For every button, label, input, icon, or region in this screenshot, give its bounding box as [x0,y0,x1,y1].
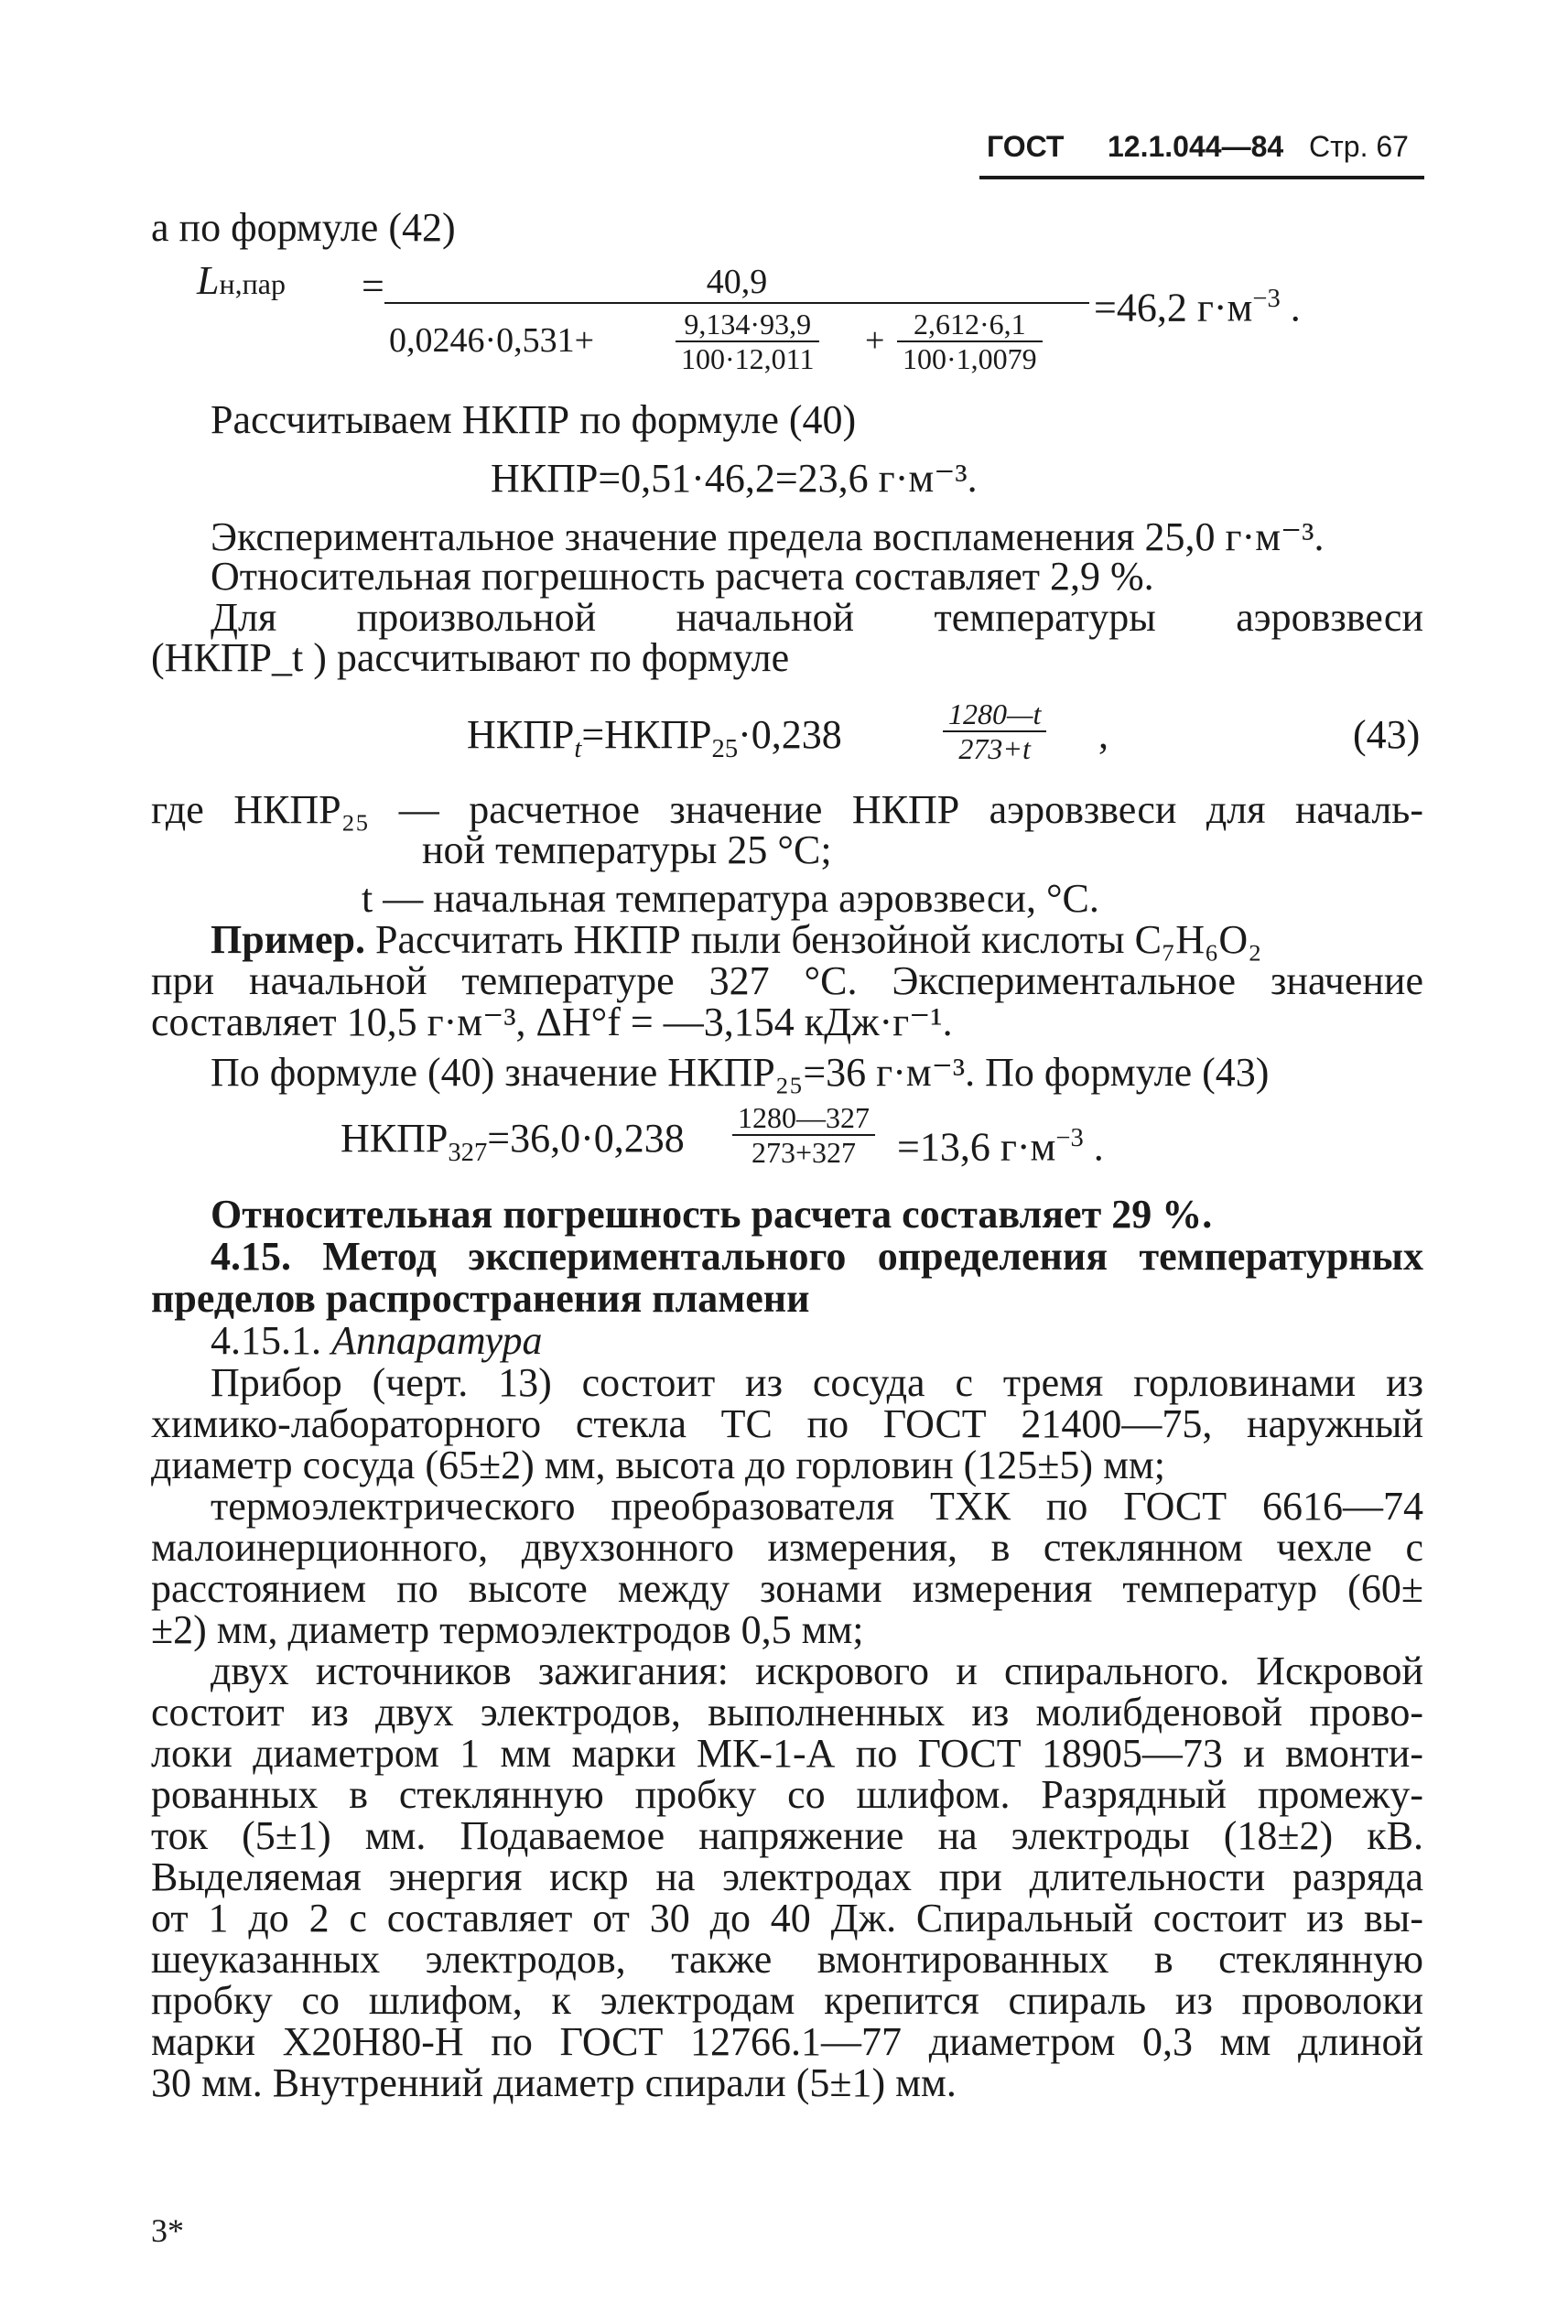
body-line: двух источников зажигания: искрового и спирального. Искровой [211,1648,1423,1693]
header-gost: ГОСТ [987,130,1065,163]
body-line: расстоянием по высоте между зонами измерения температур (60± [151,1566,1423,1611]
formula-l-lhs-sub: н,пар [219,267,286,300]
relative-error-2: Относительная погрешность расчета составляет 29 %. [211,1192,1213,1237]
formula-l-numerator: 40,9 [706,263,768,301]
calc-by-formula-40: Рассчитываем НКПР по формуле (40) [211,397,857,442]
formula-327-lhs-sub: 327 [448,1138,488,1167]
formula-l-subfrac-1-den: 100·12,011 [681,342,815,375]
subsection-number: 4.15.1. [211,1318,321,1363]
relative-error-1: Относительная погрешность расчета составляет 2,9 %. [211,554,1154,599]
formula-43-fraction [943,697,1046,765]
formula-l-subfrac-2-num: 2,612·6,1 [897,308,1043,342]
formula-l-lhs: L [197,258,220,303]
formula-327-coef: =36,0·0,238 [487,1116,685,1161]
where-nkpr25-line1: где НКПР₂₅ — расчетное значение НКПР аэровзвеси для началь- [151,787,1423,832]
example-line3: составляет 10,5 г·м⁻³, ΔH°f = —3,154 кДж·г⁻¹. [151,1000,953,1044]
formula-l-subfrac-2-den: 100·1,0079 [903,342,1037,375]
formula-327-lhs: НКПР [341,1116,449,1161]
formula-43-coef: ·0,238 [738,712,842,757]
formula-l-subfrac-1-num: 9,134·93,9 [676,308,819,342]
arbitrary-temp-line2: (НКПР_t ) рассчитывают по формуле [151,635,790,680]
formula-l-eq: = [362,264,384,308]
example-text-1: Рассчитать НКПР пыли бензойной кислоты C₇H₆O₂ [365,917,1262,962]
formula-l-tail: . [1280,285,1301,330]
intro-formula-42: а по формуле (42) [151,205,456,250]
formula-l-subfrac-2 [897,308,1043,375]
formula-43-den: 273+t [958,732,1031,765]
formula-327-result-value: =13,6 г·м [897,1124,1056,1170]
example-label: Пример. [211,917,366,962]
formula-43 [467,710,842,774]
formula-43-number: (43) [1353,712,1421,757]
header-page-number: Стр. 67 [1309,130,1409,163]
where-t: t — начальная температура аэровзвеси, °С. [362,876,1099,921]
formula-327-tail: . [1083,1124,1104,1170]
formula-l-vapor [197,256,286,306]
formula-l-result [1094,275,1301,333]
body-line: 30 мм. Внутренний диаметр спирали (5±1) мм. [151,2060,957,2105]
where-nkpr25-line2: ной температуры 25 °С; [422,827,832,872]
formula-l-plus: + [865,321,885,360]
body-line: малоинерционного, двухзонного измерения, в стеклянном чехле с [151,1525,1423,1570]
formula-43-comma: , [1098,712,1108,757]
body-line: Выделяемая энергия искр на электродах при длительности разряда [151,1854,1423,1899]
formula-327-num: 1280—327 [732,1101,875,1136]
formula-327-den: 273+327 [751,1136,857,1169]
formula-327-result [897,1114,1104,1173]
formula-43-num: 1280—t [943,697,1046,732]
example-line2: при начальной температуре 327 °С. Экспериментальное значение [151,958,1423,1003]
section-title-line2: пределов распространения пламени [151,1276,810,1321]
footer-mark: 3* [151,2212,184,2249]
section-title-line1: 4.15. Метод экспериментального определения температурных [211,1234,1423,1279]
body-line: термоэлектрического преобразователя ТХК по ГОСТ 6616—74 [211,1484,1423,1529]
body-line: ток (5±1) мм. Подаваемое напряжение на электроды (18±2) кВ. [151,1813,1423,1858]
subsection-title: Аппаратура [331,1318,543,1363]
body-line: ±2) мм, диаметр термоэлектродов 0,5 мм; [151,1607,864,1652]
formula-327 [341,1114,685,1178]
formula-l-result-sup: −3 [1252,285,1281,313]
body-line: пробку со шлифом, к электродам крепится спираль из проволоки [151,1978,1423,2023]
formula-43-lhs-sub: t [574,734,582,763]
body-line: диаметр сосуда (65±2) мм, высота до горловин (125±5) мм; [151,1443,1165,1487]
by-formula-40: По формуле (40) значение НКПР₂₅=36 г·м⁻³. По формуле (43) [211,1050,1270,1095]
body-line: рованных в стеклянную пробку со шлифом. Разрядный промежу- [151,1772,1423,1817]
formula-l-result-value: =46,2 г·м [1094,285,1253,330]
header-standard-number: 12.1.044—84 [1108,130,1284,163]
body-line: от 1 до 2 с составляет от 30 до 40 Дж. Спиральный состоит из вы- [151,1896,1423,1940]
body-line: локи диаметром 1 мм марки МК-1-А по ГОСТ 18905—73 и вмонти- [151,1731,1423,1776]
body-line: шеуказанных электродов, также вмонтированных в стеклянную [151,1937,1423,1982]
arbitrary-temp-line1: Для произвольной начальной температуры аэровзвеси [211,595,1423,640]
body-line: Прибор (черт. 13) состоит из сосуда с тремя горловинами из [211,1360,1423,1405]
formula-43-lhs: НКПР [467,712,575,757]
body-line: химико-лабораторного стекла ТС по ГОСТ 21400—75, наружный [151,1401,1423,1446]
nkpr-result: НКПР=0,51·46,2=23,6 г·м⁻³. [491,456,978,501]
formula-l-den-lead: 0,0246·0,531+ [389,321,595,360]
formula-l-subfrac-1 [676,308,819,375]
formula-43-mid: =НКПР [581,712,712,757]
header-rule [979,176,1424,179]
formula-l-fraction [384,262,1089,375]
body-line: состоит из двух электродов, выполненных из молибденовой прово- [151,1690,1423,1735]
formula-43-mid-sub: 25 [711,734,739,763]
formula-327-result-sup: −3 [1055,1124,1084,1152]
experimental-value: Экспериментальное значение предела воспламенения 25,0 г·м⁻³. [211,514,1325,559]
body-line: марки Х20Н80-Н по ГОСТ 12766.1—77 диаметром 0,3 мм длиной [151,2019,1423,2064]
formula-327-fraction [732,1101,875,1169]
